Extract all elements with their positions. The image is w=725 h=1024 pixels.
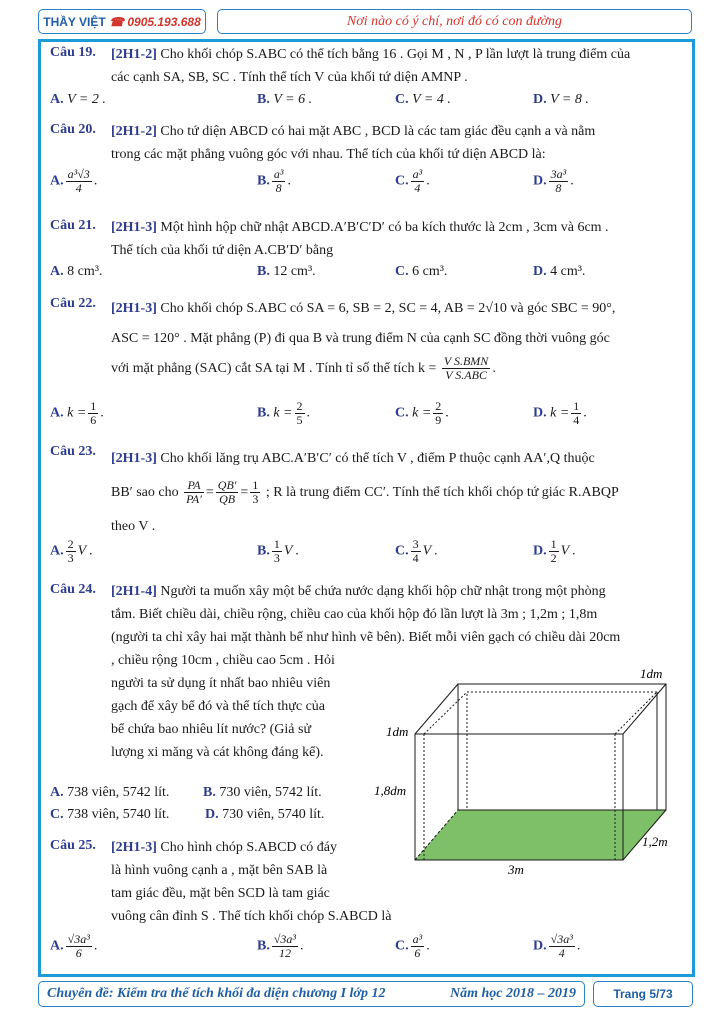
q24-line3: (người ta chỉ xây hai mặt thành bể như hình vẽ bên). Biết mỗi viên gạch có chiều dài 20cm bbox=[111, 630, 621, 645]
q24-line5: người ta sử dụng ít nhất bao nhiêu viên bbox=[111, 676, 331, 691]
q20-number: Câu 20. bbox=[50, 122, 96, 137]
q21-line2: Thể tích của khối tứ diện A.CB′D′ bằng bbox=[111, 243, 334, 258]
q25-line1: Cho hình chóp S.ABCD có đáy bbox=[160, 840, 337, 855]
q22-text: [2H1-3] Cho khối chóp S.ABC có SA = 6, SB = 2, SC = 4, AB = 2√10 và góc SBC = 90°, ASC = 120° . Mặt phẳng (P) đi qua B và trung điểm N của cạnh SC đồng thời vuông góc với mặt phẳng (SAC) cắt SA tại M . Tính tỉ số thể tích k = $\frac{\text{V S.BMN}}{\text{V S.ABC}}$ . bbox=[111, 301, 616, 383]
q21-text bbox=[111, 216, 691, 262]
q24-tag: [2H1-4] bbox=[111, 584, 157, 599]
q24-option-d[interactable]: D. 730 viên, 5740 lít. bbox=[205, 807, 325, 822]
fig-label-left-top: 1dm bbox=[386, 724, 409, 739]
fig-label-length: 3m bbox=[508, 862, 524, 877]
page-number-box bbox=[593, 981, 693, 1007]
footer-topic: Chuyên đề: Kiểm tra thể tích khối đa diện chương I lớp 12 bbox=[47, 986, 386, 1001]
q21-option-c[interactable]: C. 6 cm³. bbox=[395, 264, 448, 279]
motto-text: Nơi nào có ý chí, nơi đó có con đường bbox=[346, 13, 563, 29]
q22-option-d[interactable]: D. k = $\frac{1}{4}$ . bbox=[533, 399, 587, 427]
q20-option-d[interactable]: D. $\frac{\text{3a³}}{8}$ . bbox=[533, 167, 574, 195]
q21-option-b[interactable]: B. 12 cm³. bbox=[257, 264, 316, 279]
q20-line1: Cho tứ diện ABCD có hai mặt ABC , BCD là các tam giác đều cạnh a và nằm bbox=[160, 124, 596, 139]
tank-floor bbox=[415, 810, 666, 860]
q24-option-c[interactable]: C. 738 viên, 5740 lít. bbox=[50, 807, 170, 822]
q24-line1: Người ta muốn xây một bể chứa nước dạng khối hộp chữ nhật trong một phòng bbox=[160, 584, 606, 599]
q22-ratio: $\frac{\text{V S.BMN}}{\text{V S.ABC}}$ bbox=[443, 354, 489, 383]
q19-option-c[interactable]: C. V = 4 . bbox=[395, 92, 451, 107]
q22-line2: ASC = 120° . Mặt phẳng (P) đi qua B và trung điểm N của cạnh SC đồng thời vuông góc bbox=[111, 331, 610, 346]
q24-option-a[interactable]: A. 738 viên, 5742 lít. bbox=[50, 785, 170, 800]
q25-option-d[interactable]: D. $\frac{\text{√3a³}}{4}$ . bbox=[533, 932, 581, 960]
q22-number: Câu 22. bbox=[50, 296, 96, 311]
q24-line2: tắm. Biết chiều dài, chiều rộng, chiều cao của khối hộp đó lần lượt là 3m ; 1,2m ; 1,8m bbox=[111, 607, 598, 622]
q24-line6: gạch để xây bể đó và thể tích thực của bbox=[111, 699, 325, 714]
author-badge bbox=[38, 9, 206, 34]
q22-option-b[interactable]: B. k = $\frac{2}{5}$ . bbox=[257, 399, 311, 427]
q19-line1: Cho khối chóp S.ABC có thể tích bằng 16 . Gọi M , N , P lần lượt là trung điểm của bbox=[160, 47, 631, 62]
q23-line2a: BB′ sao cho bbox=[111, 485, 179, 500]
author-name: THẦY VIỆT bbox=[43, 14, 106, 29]
q24-line4: , chiều rộng 10cm , chiều cao 5cm . Hỏi bbox=[111, 653, 335, 668]
q20-line2: trong các mặt phẳng vuông góc với nhau. Thể tích của khối tứ diện ABCD là: bbox=[111, 147, 546, 162]
q22-option-c[interactable]: C. k = $\frac{2}{9}$ . bbox=[395, 399, 449, 427]
q19-option-d[interactable]: D. V = 8 . bbox=[533, 92, 589, 107]
fig-label-height: 1,8dm bbox=[374, 783, 407, 798]
q23-line1: Cho khối lăng trụ ABC.A′B′C′ có thể tích V , điểm P thuộc cạnh AA′,Q thuộc bbox=[160, 451, 595, 466]
q22-line3: với mặt phẳng (SAC) cắt SA tại M . Tính tỉ số thể tích k = bbox=[111, 361, 437, 376]
q19-line2: các cạnh SA, SB, SC . Tính thể tích V của khối tứ diện AMNP . bbox=[111, 70, 468, 85]
q19-text bbox=[111, 43, 691, 89]
q20-tag: [2H1-2] bbox=[111, 124, 157, 139]
q21-option-a[interactable]: A. 8 cm³. bbox=[50, 264, 103, 279]
q23-number: Câu 23. bbox=[50, 444, 96, 459]
footer-year: Năm học 2018 – 2019 bbox=[450, 986, 576, 1001]
q24-option-b[interactable]: B. 730 viên, 5742 lít. bbox=[203, 785, 322, 800]
motto-banner bbox=[217, 9, 692, 34]
q25-number: Câu 25. bbox=[50, 838, 96, 853]
tank-figure bbox=[370, 662, 695, 882]
q25-line3: tam giác đều, mặt bên SCD là tam giác bbox=[111, 886, 330, 901]
q19-tag: [2H1-2] bbox=[111, 47, 157, 62]
q23-option-b[interactable]: B. $\frac{1}{3}$ V . bbox=[257, 537, 300, 565]
q22-line1: Cho khối chóp S.ABC có SA = 6, SB = 2, SC = 4, AB = 2√10 và góc SBC = 90°, bbox=[160, 301, 616, 316]
q20-option-b[interactable]: B. $\frac{\text{a³}}{8}$ . bbox=[257, 167, 291, 195]
q20-text bbox=[111, 120, 691, 166]
q22-option-a[interactable]: A. k = $\frac{1}{6}$ . bbox=[50, 399, 104, 427]
q24-line7: bể chứa bao nhiêu lít nước? (Giả sử bbox=[111, 722, 312, 737]
q23-line2b: ; R là trung điểm CC′. Tính thể tích khối chóp tứ giác R.ABQP bbox=[265, 485, 619, 500]
q24-number: Câu 24. bbox=[50, 582, 96, 597]
q23-option-c[interactable]: C. $\frac{3}{4}$ V . bbox=[395, 537, 438, 565]
q24-line8: lượng xi măng và cát không đáng kể). bbox=[111, 745, 324, 760]
author-phone: ☎ 0905.193.688 bbox=[109, 14, 201, 29]
q24-text-narrow bbox=[111, 649, 366, 764]
q25-line2: là hình vuông cạnh a , mặt bên SAB là bbox=[111, 863, 328, 878]
q21-line1: Một hình hộp chữ nhật ABCD.A′B′C′D′ có ba kích thước là 2cm , 3cm và 6cm . bbox=[160, 220, 609, 235]
fig-label-depth: 1,2m bbox=[642, 834, 668, 849]
q23-option-d[interactable]: D. $\frac{1}{2}$ V . bbox=[533, 537, 576, 565]
q24-text bbox=[111, 580, 691, 649]
q19-option-b[interactable]: B. V = 6 . bbox=[257, 92, 313, 107]
q25-option-b[interactable]: B. $\frac{\text{√3a³}}{12}$ . bbox=[257, 932, 304, 960]
q25-text bbox=[111, 836, 401, 928]
q25-tag: [2H1-3] bbox=[111, 840, 157, 855]
q23-tag: [2H1-3] bbox=[111, 451, 157, 466]
q25-line4: vuông cân đỉnh S . Thể tích khối chóp S.ABCD là bbox=[111, 909, 392, 924]
fig-label-top: 1dm bbox=[640, 666, 663, 681]
q20-option-a[interactable]: A. $\frac{\text{a³√3}}{4}$ . bbox=[50, 167, 98, 195]
q23-text: [2H1-3] Cho khối lăng trụ ABC.A′B′C′ có thể tích V , điểm P thuộc cạnh AA′,Q thuộc BB′ sao cho $\frac{PA}{PA'}$ = $\frac{QB'}{QB}$ = $\frac{1}{3}$ ; R là trung điểm CC′. Tính thể tích khối chóp tứ giác R.ABQP theo V . bbox=[111, 451, 619, 534]
q21-number: Câu 21. bbox=[50, 218, 96, 233]
page-number: Trang 5/73 bbox=[613, 987, 673, 1001]
q22-tag: [2H1-3] bbox=[111, 301, 157, 316]
footer-topic-box bbox=[38, 981, 585, 1007]
q19-number: Câu 19. bbox=[50, 45, 96, 60]
q23-line3: theo V . bbox=[111, 519, 156, 534]
q21-option-d[interactable]: D. 4 cm³. bbox=[533, 264, 586, 279]
q25-option-c[interactable]: C. $\frac{\text{a³}}{6}$ . bbox=[395, 932, 430, 960]
q21-tag: [2H1-3] bbox=[111, 220, 157, 235]
q19-option-a[interactable]: A. V = 2 . bbox=[50, 92, 106, 107]
q23-option-a[interactable]: A. $\frac{2}{3}$ V . bbox=[50, 537, 93, 565]
q25-option-a[interactable]: A. $\frac{\text{√3a³}}{6}$ . bbox=[50, 932, 98, 960]
q20-option-c[interactable]: C. $\frac{\text{a³}}{4}$ . bbox=[395, 167, 430, 195]
